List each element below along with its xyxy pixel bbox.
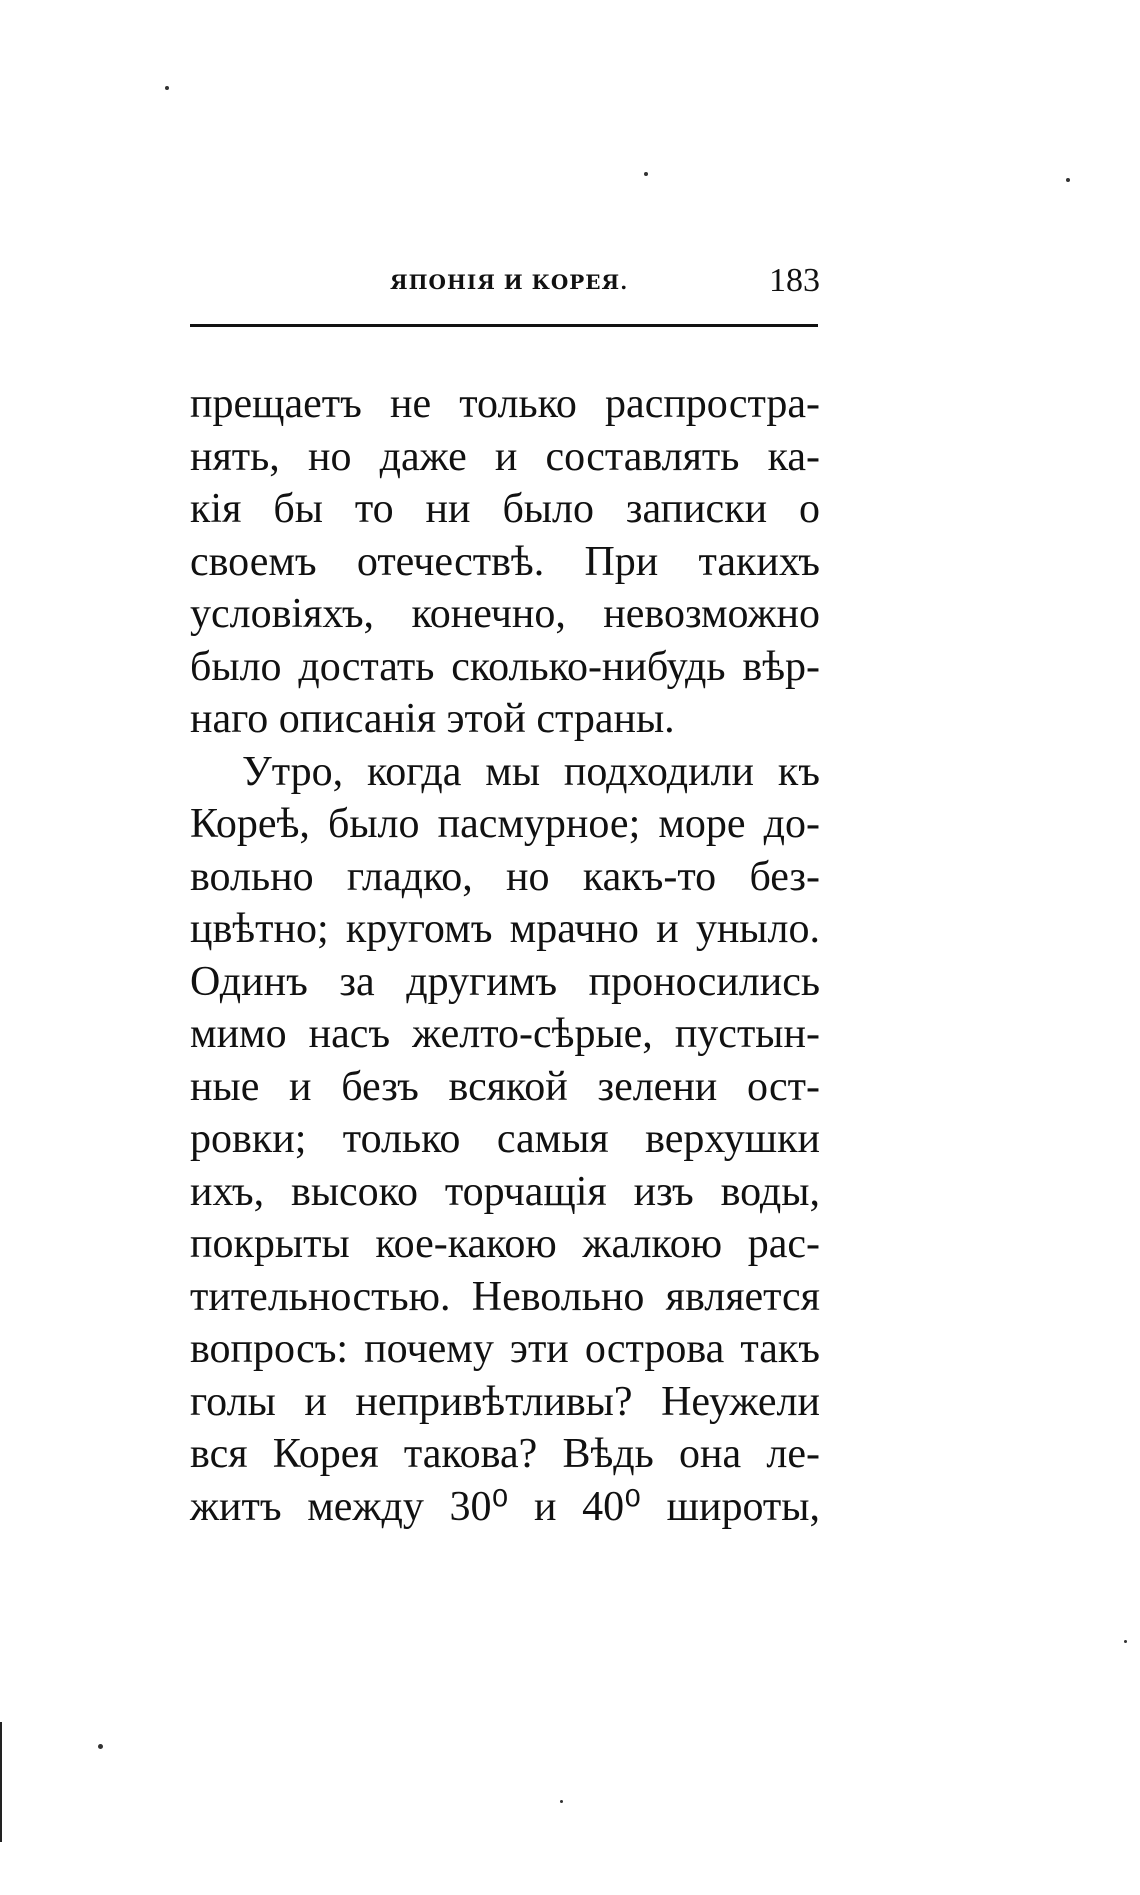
text-line: житъ между 30⁰ и 40⁰ широты, — [190, 1483, 820, 1530]
text-line: своемъ отечествѣ. При такихъ — [190, 538, 820, 585]
text-line: мимо насъ желто-сѣрые, пустын- — [190, 1011, 820, 1057]
scan-speck — [165, 86, 169, 90]
scan-speck — [1124, 1640, 1127, 1643]
running-head — [190, 262, 820, 312]
text-line: цвѣтно; кругомъ мрачно и уныло. — [190, 906, 820, 952]
page-number: 183 — [769, 262, 820, 299]
text-line: вольно гладко, но какъ-то без- — [190, 853, 820, 900]
scan-speck — [560, 1800, 563, 1803]
text-line: прещаетъ не только распростра- — [190, 381, 820, 427]
text-line: тительностью. Невольно является — [190, 1273, 820, 1320]
text-line: Одинъ за другимъ проносились — [190, 958, 820, 1005]
text-line: покрыты кое-какою жалкою рас- — [190, 1221, 820, 1267]
text-line: наго описанія этой страны. — [190, 696, 675, 742]
text-line: Кореѣ, было пасмурное; море до- — [190, 801, 820, 847]
text-line: вся Корея такова? Вѣдь она ле- — [190, 1431, 820, 1477]
text-line: ихъ, высоко торчащія изъ воды, — [190, 1168, 820, 1215]
scan-speck — [98, 1744, 103, 1749]
text-line: ные и безъ всякой зелени ост- — [190, 1063, 820, 1110]
text-line: было достать сколько-нибудь вѣр- — [190, 643, 820, 690]
text-line: кія бы то ни было записки о — [190, 486, 820, 532]
header-rule — [190, 324, 818, 327]
running-title: ЯПОНІЯ И КОРЕЯ. — [390, 270, 629, 294]
text-line: голы и непривѣтливы? Неужели — [190, 1378, 820, 1425]
text-line: Утро, когда мы подходили къ — [242, 748, 820, 795]
text-line: вопросъ: почему эти острова такъ — [190, 1326, 820, 1372]
margin-mark — [0, 1722, 2, 1842]
text-line: условіяхъ, конечно, невозможно — [190, 591, 820, 637]
scan-speck — [644, 172, 648, 176]
paragraph-2 — [190, 746, 820, 1586]
text-line: ровки; только самыя верхушки — [190, 1116, 820, 1162]
paragraph-1 — [190, 378, 820, 746]
body-text — [190, 378, 820, 1586]
scan-speck — [1066, 178, 1070, 182]
text-line — [190, 1533, 820, 1586]
text-line: нять, но даже и составлять ка- — [190, 433, 820, 480]
